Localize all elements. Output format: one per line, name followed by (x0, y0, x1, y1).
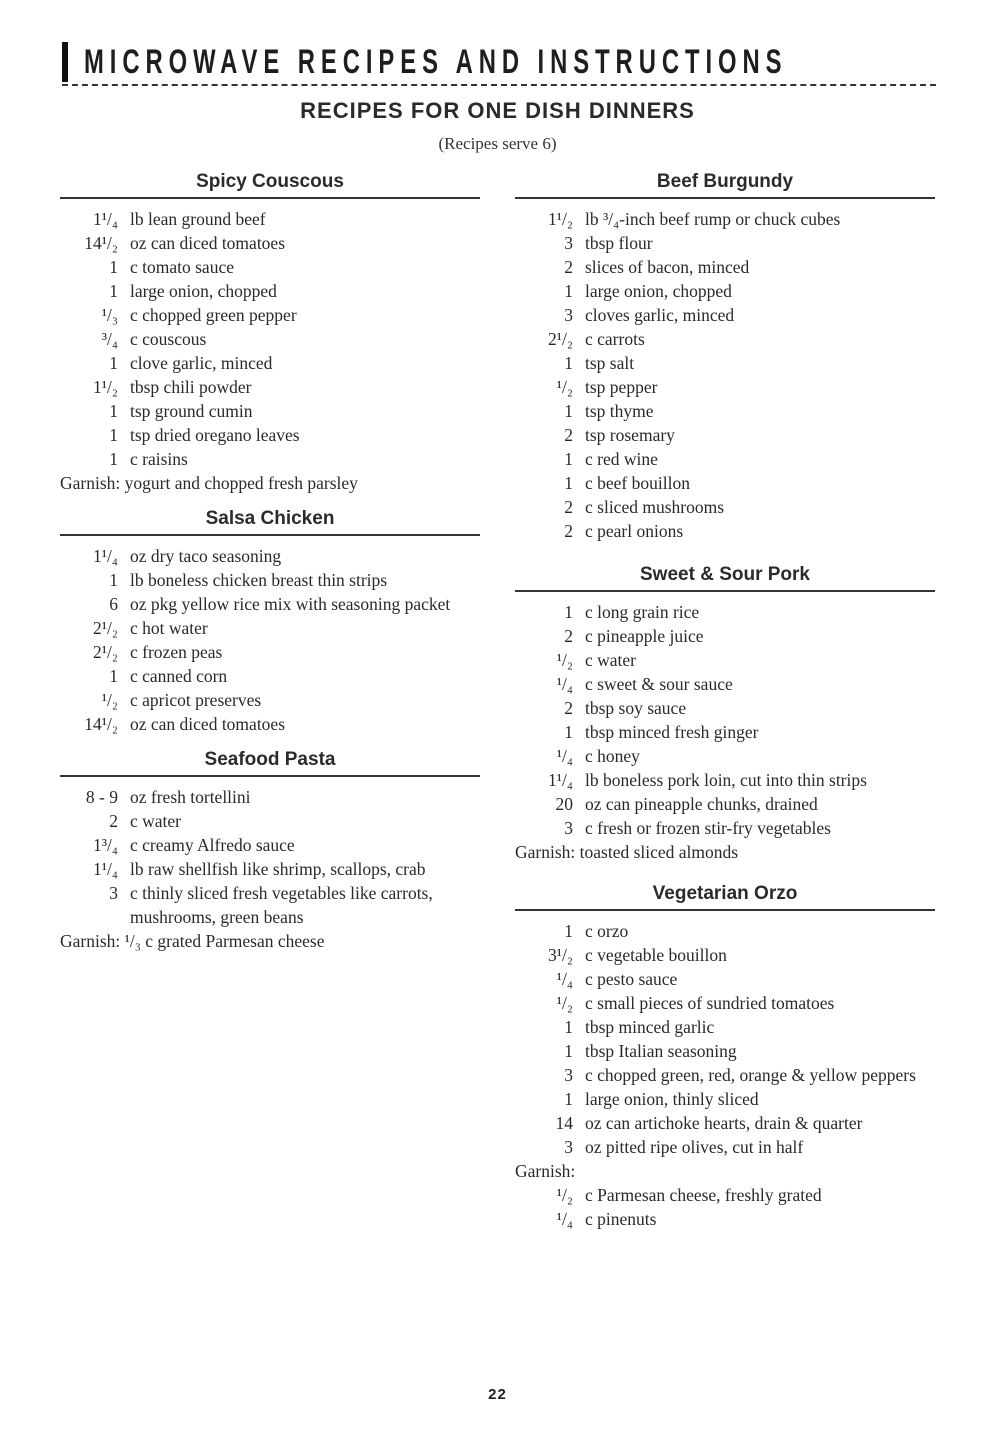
ingredient-row (60, 712, 480, 736)
ingredient-text: c couscous (130, 329, 207, 349)
recipe-title: Beef Burgundy (656, 171, 794, 192)
ingredient-text: tsp rosemary (585, 425, 675, 445)
ingredient-quantity: 1 (109, 401, 118, 421)
ingredient-text: tbsp minced fresh ginger (585, 722, 759, 742)
ingredient-row (60, 447, 480, 471)
ingredient-text: oz can diced tomatoes (130, 714, 286, 734)
ingredient-row (60, 207, 480, 231)
ingredient-quantity: 2 (564, 257, 573, 277)
ingredient-row (515, 792, 935, 816)
ingredient-quantity: 8 - 9 (85, 787, 118, 807)
ingredient-quantity: 2 (564, 497, 573, 517)
ingredient-row (515, 696, 935, 720)
ingredient-quantity: 1 (564, 353, 573, 373)
ingredient-row (60, 255, 480, 279)
ingredient-row (515, 1087, 935, 1111)
ingredient-quantity: 1 (109, 570, 118, 590)
ingredient-row (515, 423, 935, 447)
recipe-title: Seafood Pasta (204, 749, 336, 770)
ingredient-text: c beef bouillon (585, 473, 690, 493)
ingredient-row (60, 544, 480, 568)
ingredient-quantity: 1¹/₂ (93, 377, 118, 397)
ingredient-text: c pesto sauce (585, 969, 678, 989)
ingredient-text: c thinly sliced fresh vegetables like carrots, mushrooms, green beans (130, 883, 433, 927)
ingredient-row (60, 833, 480, 857)
ingredient-quantity: 2¹/₂ (548, 329, 573, 349)
ingredient-text: c red wine (585, 449, 658, 469)
ingredient-text: lb ³/₄-inch beef rump or chuck cubes (585, 209, 841, 229)
ingredient-text: tsp thyme (585, 401, 654, 421)
ingredient-quantity: 1 (564, 1017, 573, 1037)
ingredient-row (60, 568, 480, 592)
garnish-line: Garnish: yogurt and chopped fresh parsley (60, 473, 358, 493)
ingredient-row (515, 744, 935, 768)
ingredient-text: oz pitted ripe olives, cut in half (585, 1137, 804, 1157)
ingredient-row (60, 327, 480, 351)
ingredient-row (60, 664, 480, 688)
ingredient-text: tbsp chili powder (130, 377, 252, 397)
garnish-line: Garnish: toasted sliced almonds (515, 842, 739, 862)
ingredient-text: tsp dried oregano leaves (130, 425, 300, 445)
ingredient-quantity: ³/₄ (101, 329, 118, 349)
recipe-block (515, 168, 935, 543)
ingredient-quantity: 6 (109, 594, 118, 614)
page-header (62, 42, 936, 86)
ingredient-row (515, 991, 935, 1015)
recipe-title: Salsa Chicken (205, 508, 335, 529)
ingredient-row (515, 327, 935, 351)
ingredient-quantity: 1¹/₄ (93, 546, 118, 566)
ingredient-text: lb raw shellfish like shrimp, scallops, crab (130, 859, 426, 879)
garnish-line: Garnish: (515, 1161, 576, 1181)
ingredient-text: c frozen peas (130, 642, 223, 662)
ingredient-row (60, 640, 480, 664)
ingredient-quantity: 1¹/₄ (93, 859, 118, 879)
ingredient-text: tbsp minced garlic (585, 1017, 715, 1037)
ingredient-quantity: 3 (564, 305, 573, 325)
ingredient-quantity: ¹/₄ (556, 969, 573, 989)
ingredient-quantity: 1 (564, 401, 573, 421)
ingredient-row (515, 1039, 935, 1063)
ingredient-text: slices of bacon, minced (585, 257, 750, 277)
ingredient-quantity: 14 (555, 1113, 573, 1133)
ingredient-row (515, 471, 935, 495)
ingredient-quantity: 2 (564, 521, 573, 541)
ingredient-row (515, 1063, 935, 1087)
ingredient-quantity: 1 (109, 353, 118, 373)
ingredient-text: c carrots (585, 329, 645, 349)
garnish-quantity: ¹/₂ (556, 1185, 573, 1205)
ingredient-quantity: 3 (564, 1065, 573, 1085)
ingredient-row (515, 519, 935, 543)
ingredient-quantity: 3¹/₂ (548, 945, 573, 965)
ingredient-text: c canned corn (130, 666, 228, 686)
ingredient-quantity: 2 (564, 425, 573, 445)
recipe-block (515, 561, 935, 864)
ingredient-row (60, 399, 480, 423)
ingredient-text: lb lean ground beef (130, 209, 266, 229)
ingredient-quantity: 3 (109, 883, 118, 903)
ingredient-row (515, 1015, 935, 1039)
ingredient-row (515, 816, 935, 840)
ingredient-quantity: 1 (564, 921, 573, 941)
ingredient-row (60, 785, 480, 809)
garnish-row (515, 1207, 935, 1231)
recipe-block (60, 505, 480, 736)
left-column (60, 168, 480, 953)
ingredient-text: large onion, chopped (130, 281, 277, 301)
ingredient-text: tbsp Italian seasoning (585, 1041, 737, 1061)
ingredient-quantity: ¹/₄ (556, 674, 573, 694)
ingredient-text: c water (585, 650, 637, 670)
ingredient-row (60, 279, 480, 303)
ingredient-quantity: 1³/₄ (93, 835, 118, 855)
ingredient-quantity: 1¹/₂ (548, 209, 573, 229)
ingredient-text: c creamy Alfredo sauce (130, 835, 295, 855)
ingredient-text: c water (130, 811, 182, 831)
ingredient-row (515, 495, 935, 519)
ingredient-quantity: 1¹/₄ (548, 770, 573, 790)
recipe-title: Sweet & Sour Pork (640, 564, 810, 585)
serving-note: (Recipes serve 6) (438, 134, 557, 153)
ingredient-row (515, 720, 935, 744)
ingredient-quantity: ¹/₃ (101, 305, 118, 325)
ingredient-row (515, 279, 935, 303)
ingredient-row (515, 672, 935, 696)
ingredient-quantity: 3 (564, 818, 573, 838)
ingredient-text: cloves garlic, minced (585, 305, 735, 325)
recipe-title: Spicy Couscous (196, 171, 344, 192)
title-divider (60, 775, 480, 777)
garnish-row (515, 1183, 935, 1207)
ingredient-quantity: 14¹/₂ (84, 233, 118, 253)
ingredient-row (60, 857, 480, 881)
ingredient-quantity: 2 (109, 811, 118, 831)
ingredient-text: c orzo (585, 921, 629, 941)
title-divider (515, 909, 935, 911)
ingredient-quantity: 2 (564, 626, 573, 646)
ingredient-quantity: 1 (564, 449, 573, 469)
ingredient-text: lb boneless chicken breast thin strips (130, 570, 388, 590)
ingredient-text: c vegetable bouillon (585, 945, 727, 965)
ingredient-text: large onion, thinly sliced (585, 1089, 759, 1109)
ingredient-row (515, 231, 935, 255)
ingredient-quantity: ¹/₂ (101, 690, 118, 710)
title-divider (515, 590, 935, 592)
ingredient-row (515, 919, 935, 943)
ingredient-row (515, 351, 935, 375)
right-column (515, 168, 935, 1231)
ingredient-quantity: 1 (109, 425, 118, 445)
recipe-block (515, 880, 935, 1231)
ingredient-row (515, 255, 935, 279)
ingredient-row (60, 616, 480, 640)
ingredient-text: tsp pepper (585, 377, 658, 397)
ingredient-quantity: 1 (564, 722, 573, 742)
ingredient-text: c apricot preserves (130, 690, 262, 710)
ingredient-text: c chopped green, red, orange & yellow peppers (585, 1065, 916, 1085)
ingredient-quantity: 1 (564, 1089, 573, 1109)
ingredient-text: oz can artichoke hearts, drain & quarter (585, 1113, 863, 1133)
ingredient-quantity: 1 (564, 473, 573, 493)
page-title: MICROWAVE RECIPES AND INSTRUCTIONS (84, 43, 788, 81)
ingredient-text: oz pkg yellow rice mix with seasoning packet (130, 594, 451, 614)
ingredient-text: lb boneless pork loin, cut into thin strips (585, 770, 867, 790)
ingredient-quantity: ¹/₄ (556, 746, 573, 766)
title-divider (60, 534, 480, 536)
ingredient-text: clove garlic, minced (130, 353, 273, 373)
ingredient-row (60, 809, 480, 833)
ingredient-quantity: 3 (564, 233, 573, 253)
ingredient-row (515, 303, 935, 327)
ingredient-text: large onion, chopped (585, 281, 732, 301)
ingredient-row (515, 399, 935, 423)
ingredient-quantity: 2 (564, 698, 573, 718)
section-title: RECIPES FOR ONE DISH DINNERS (300, 98, 695, 123)
ingredient-text: tsp ground cumin (130, 401, 253, 421)
ingredient-quantity: 2¹/₂ (93, 618, 118, 638)
ingredient-text: oz can diced tomatoes (130, 233, 286, 253)
ingredient-text: c fresh or frozen stir-fry vegetables (585, 818, 831, 838)
ingredient-quantity: 20 (555, 794, 573, 814)
ingredient-row (515, 967, 935, 991)
ingredient-text: tbsp flour (585, 233, 653, 253)
ingredient-text: oz fresh tortellini (130, 787, 251, 807)
ingredient-text: c chopped green pepper (130, 305, 297, 325)
ingredient-row (515, 943, 935, 967)
ingredient-quantity: 14¹/₂ (84, 714, 118, 734)
ingredient-quantity: 1 (109, 666, 118, 686)
ingredient-row (515, 768, 935, 792)
ingredient-text: oz dry taco seasoning (130, 546, 282, 566)
ingredient-text: oz can pineapple chunks, drained (585, 794, 818, 814)
ingredient-row (515, 447, 935, 471)
ingredient-text: c small pieces of sundried tomatoes (585, 993, 835, 1013)
ingredient-quantity: 1 (564, 602, 573, 622)
ingredient-row (60, 881, 480, 929)
ingredient-quantity: 2¹/₂ (93, 642, 118, 662)
recipe-title: Vegetarian Orzo (652, 883, 798, 904)
ingredient-row (60, 231, 480, 255)
ingredient-row (515, 624, 935, 648)
ingredient-text: c pearl onions (585, 521, 684, 541)
ingredient-quantity: 3 (564, 1137, 573, 1157)
ingredient-text: c tomato sauce (130, 257, 234, 277)
garnish-text: c Parmesan cheese, freshly grated (585, 1185, 822, 1205)
ingredient-text: c sliced mushrooms (585, 497, 725, 517)
ingredient-text: tsp salt (585, 353, 635, 373)
ingredient-quantity: ¹/₂ (556, 993, 573, 1013)
ingredient-row (60, 592, 480, 616)
ingredient-quantity: 1¹/₄ (93, 209, 118, 229)
header-marker-bar (62, 42, 68, 82)
recipe-block (60, 168, 480, 495)
garnish-quantity: ¹/₄ (556, 1209, 573, 1229)
ingredient-quantity: 1 (109, 449, 118, 469)
ingredient-row (60, 423, 480, 447)
ingredient-quantity: ¹/₂ (556, 650, 573, 670)
ingredient-quantity: 1 (564, 1041, 573, 1061)
ingredient-row (515, 207, 935, 231)
title-divider (515, 197, 935, 199)
ingredient-text: c sweet & sour sauce (585, 674, 733, 694)
ingredient-row (515, 1111, 935, 1135)
page-number: 22 (488, 1386, 507, 1403)
ingredient-quantity: 1 (109, 281, 118, 301)
ingredient-quantity: ¹/₂ (556, 377, 573, 397)
title-divider (60, 197, 480, 199)
ingredient-text: tbsp soy sauce (585, 698, 687, 718)
ingredient-text: c raisins (130, 449, 188, 469)
ingredient-row (60, 351, 480, 375)
ingredient-row (60, 375, 480, 399)
ingredient-quantity: 1 (109, 257, 118, 277)
garnish-text: c pinenuts (585, 1209, 657, 1229)
recipe-block (60, 746, 480, 953)
ingredient-text: c pineapple juice (585, 626, 704, 646)
garnish-line: Garnish: ¹/₃ c grated Parmesan cheese (60, 931, 325, 951)
ingredient-row (515, 648, 935, 672)
ingredient-text: c hot water (130, 618, 208, 638)
ingredient-row (60, 303, 480, 327)
ingredient-row (515, 1135, 935, 1159)
ingredient-row (60, 688, 480, 712)
ingredient-text: c honey (585, 746, 640, 766)
ingredient-row (515, 375, 935, 399)
ingredient-text: c long grain rice (585, 602, 700, 622)
ingredient-row (515, 600, 935, 624)
ingredient-quantity: 1 (564, 281, 573, 301)
